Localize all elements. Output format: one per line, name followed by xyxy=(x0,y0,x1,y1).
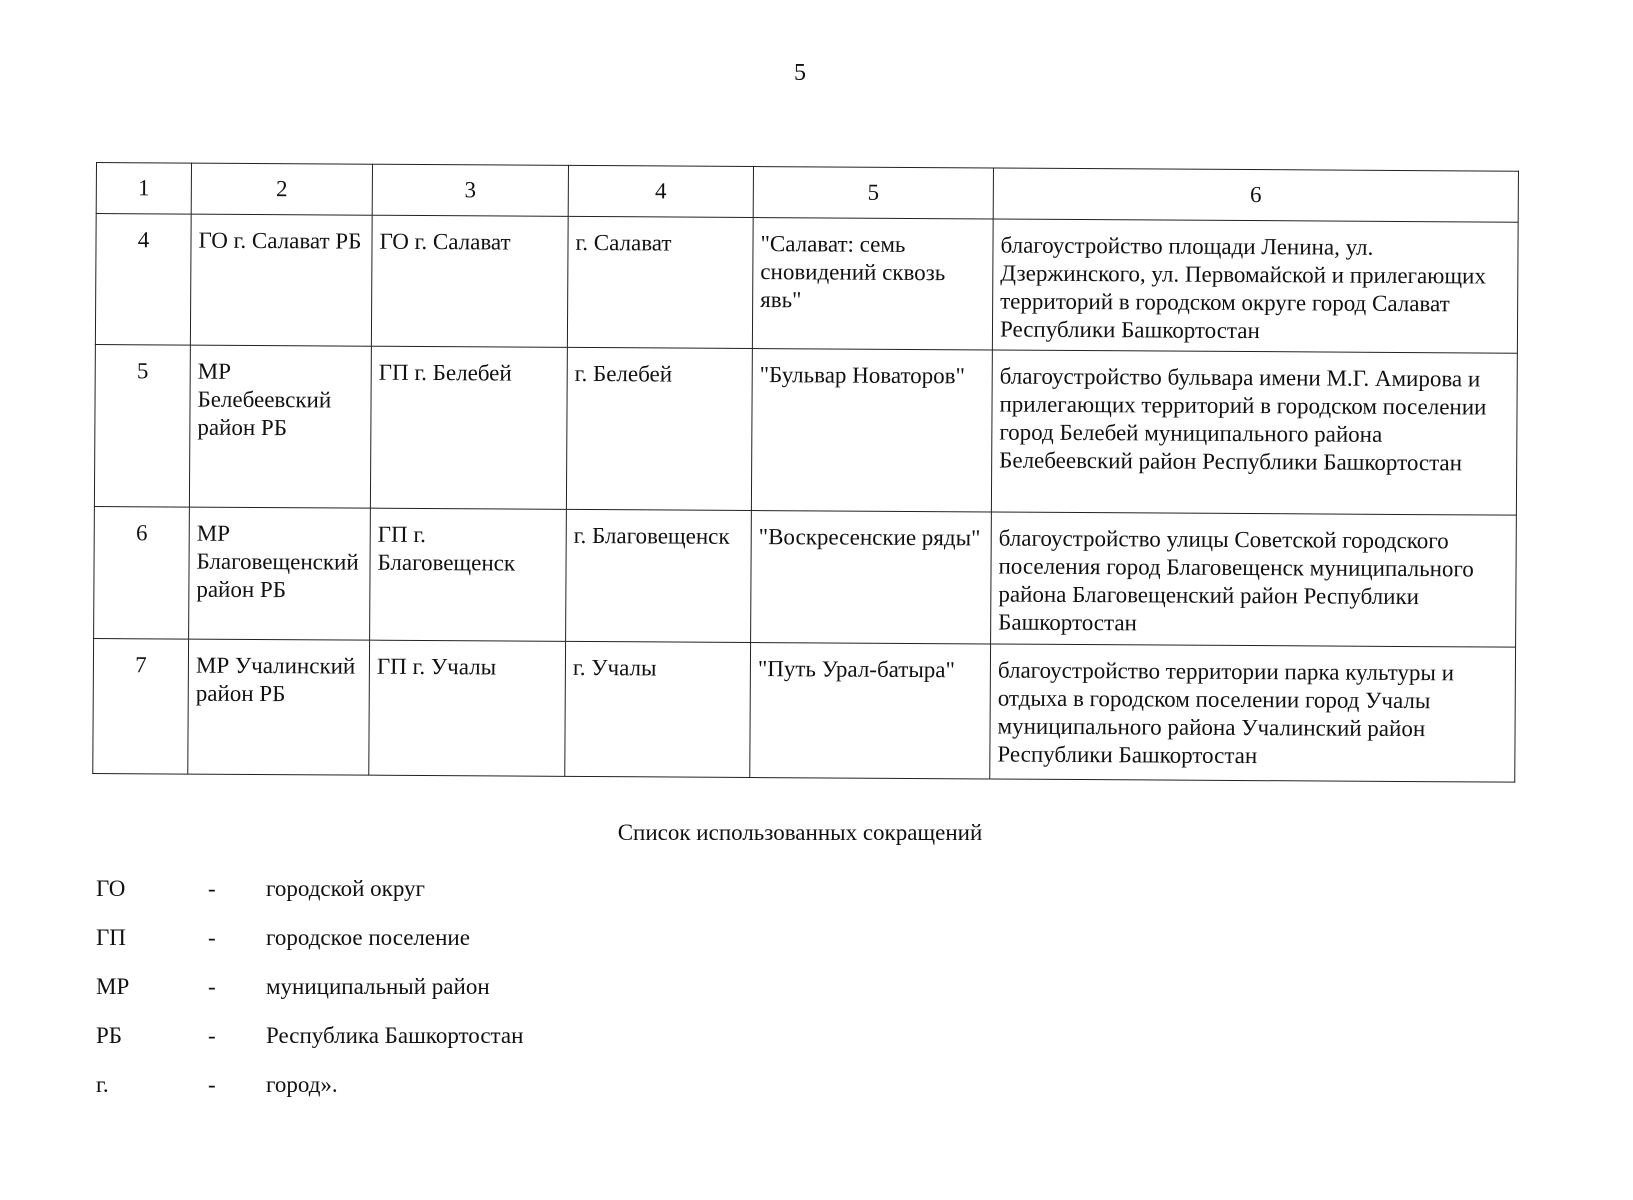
abbreviation-key: г. xyxy=(96,1072,109,1097)
row-number: 5 xyxy=(94,344,190,507)
description-cell: благоустройство территории парка культуры и отдыха в городском поселении город Учалы муниципального района Учалинский район Республики Башкортостан xyxy=(990,644,1516,782)
abbreviation-dash: - xyxy=(208,876,216,901)
abbreviation-item xyxy=(96,1023,796,1072)
abbreviations-title: Список использованных сокращений xyxy=(617,820,983,845)
abbreviation-item xyxy=(96,974,796,1023)
page-number: 5 xyxy=(794,60,806,86)
abbreviation-description: Республика Башкортостан xyxy=(266,1023,524,1048)
abbreviation-key: МР xyxy=(96,974,130,999)
abbreviation-dash: - xyxy=(208,974,216,999)
table-row xyxy=(95,214,1518,354)
abbreviation-description: городское поселение xyxy=(266,925,470,950)
city-cell: г. Салават xyxy=(567,216,753,348)
abbreviation-key: ГП xyxy=(96,925,126,950)
project-cell: "Путь Урал-батыра" xyxy=(750,643,991,779)
description-cell: благоустройство улицы Советской городского поселения город Благовещенск муниципального района Благовещенский район Республики Башкортостан xyxy=(991,512,1517,647)
column-header: 6 xyxy=(993,168,1518,222)
abbreviation-dash: - xyxy=(208,1072,216,1097)
settlement-cell: ГП г. Учалы xyxy=(369,640,566,776)
row-number: 6 xyxy=(94,506,190,639)
settlement-cell: ГП г. Благовещенск xyxy=(370,508,567,641)
table-row xyxy=(93,638,1516,782)
abbreviation-item xyxy=(96,876,796,925)
row-number: 4 xyxy=(95,214,191,346)
description-cell: благоустройство площади Ленина, ул. Дзержинского, ул. Первомайской и прилегающих территорий в городском округе город Салават Республики Башкортостан xyxy=(992,219,1518,353)
city-cell: г. Белебей xyxy=(566,347,752,510)
project-cell: "Бульвар Новаторов" xyxy=(751,349,992,512)
column-header: 3 xyxy=(372,164,568,216)
abbreviation-description: город». xyxy=(266,1072,338,1097)
abbreviation-dash: - xyxy=(208,1023,216,1048)
project-cell: "Воскресенские ряды" xyxy=(751,511,992,644)
abbreviation-description: муниципальный район xyxy=(266,974,490,999)
abbreviation-item xyxy=(96,925,796,974)
abbreviations-list xyxy=(96,876,796,1121)
district-cell: МР Белебеевский район РБ xyxy=(189,345,371,508)
description-cell: благоустройство бульвара имени М.Г. Амирова и прилегающих территорий в городском поселении город Белебей муниципального района Белебеевский район Республики Башкортостан xyxy=(991,350,1517,515)
row-number: 7 xyxy=(93,638,189,774)
abbreviation-description: городской округ xyxy=(266,876,425,901)
settlement-cell: ГП г. Белебей xyxy=(370,346,567,509)
abbreviation-key: РБ xyxy=(96,1023,122,1048)
abbreviation-key: ГО xyxy=(96,876,126,901)
column-header: 2 xyxy=(191,163,372,215)
abbreviation-item xyxy=(96,1072,796,1121)
table-header-row xyxy=(96,163,1518,223)
city-cell: г. Учалы xyxy=(565,641,751,777)
column-header: 1 xyxy=(96,163,191,215)
district-cell: ГО г. Салават РБ xyxy=(190,214,372,346)
table-row xyxy=(94,506,1517,647)
projects-table xyxy=(92,162,1519,783)
column-header: 4 xyxy=(568,165,753,217)
city-cell: г. Благовещенск xyxy=(566,509,752,642)
district-cell: МР Учалинский район РБ xyxy=(188,639,370,775)
abbreviation-dash: - xyxy=(208,925,216,950)
project-cell: "Салават: семь сновидений сквозь явь" xyxy=(752,218,993,350)
settlement-cell: ГО г. Салават xyxy=(371,215,568,347)
column-header: 5 xyxy=(753,167,993,219)
district-cell: МР Благовещенский район РБ xyxy=(189,507,371,640)
table-row xyxy=(94,344,1517,515)
